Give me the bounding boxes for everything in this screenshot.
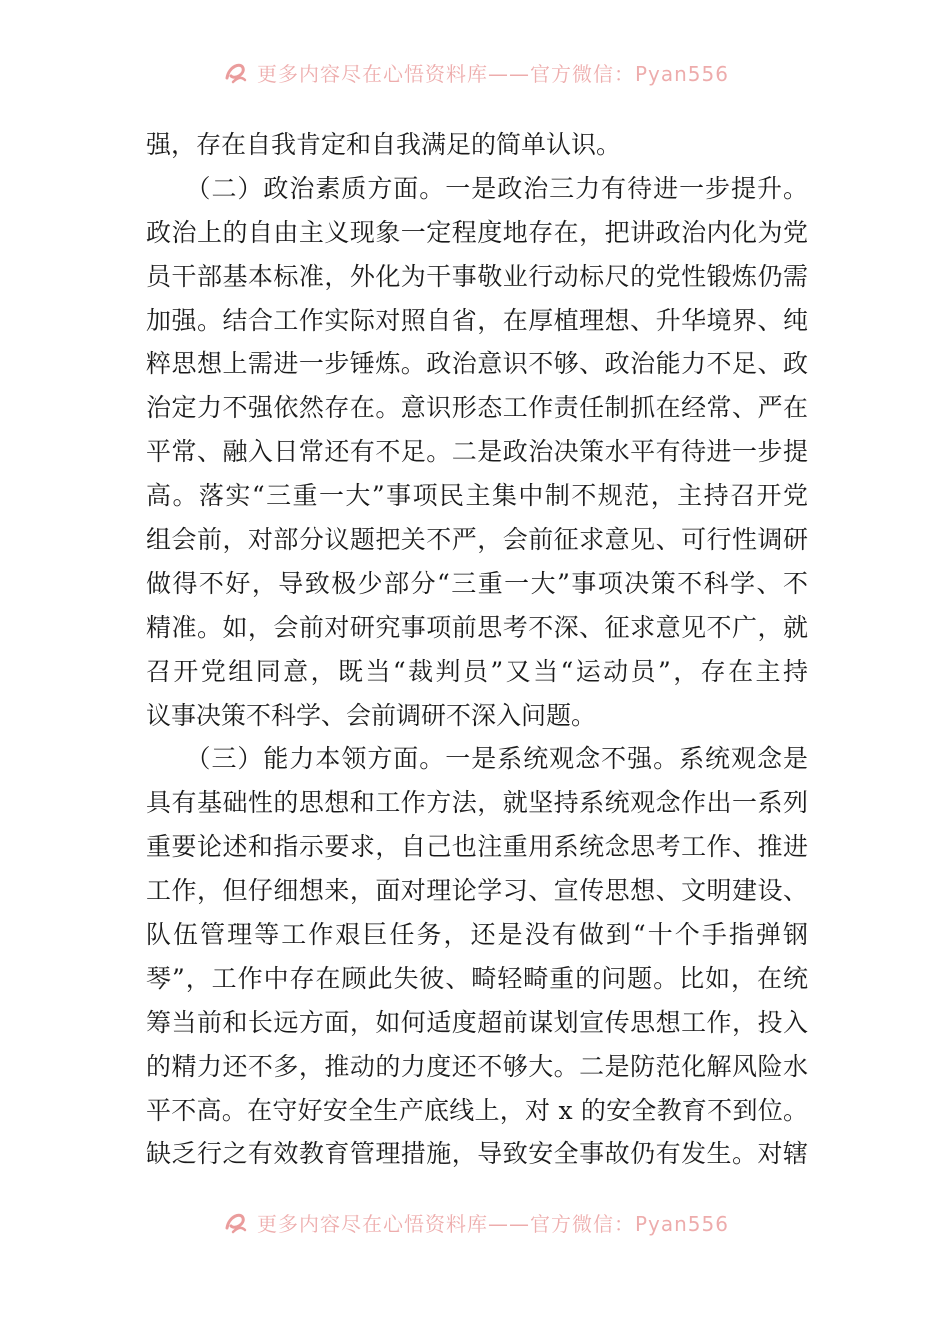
watermark-logo-icon [221, 58, 249, 86]
text-line: 召开党组同意，既当“裁判员”又当“运动员”，存在主持 [146, 656, 808, 686]
watermark-text: 更多内容尽在心悟资料库——官方微信：Pyan556 [256, 61, 729, 86]
text-line: 议事决策不科学、会前调研不深入问题。 [146, 700, 597, 730]
watermark-logo-icon [221, 1208, 249, 1236]
text-line: 做得不好，导致极少部分“三重一大”事项决策不科学、不 [146, 568, 808, 598]
text-line: 工作，但仔细想来，面对理论学习、宣传思想、文明建设、 [146, 876, 808, 906]
text-line: （二）政治素质方面。一是政治三力有待进一步提升。 [146, 173, 808, 203]
text-line: 平常、融入日常还有不足。二是政治决策水平有待进一步提 [146, 437, 808, 467]
text-line: 加强。结合工作实际对照自省，在厚植理想、升华境界、纯 [146, 305, 808, 335]
text-line: 员干部基本标准，外化为干事敬业行动标尺的党性锻炼仍需 [146, 261, 808, 291]
text-line: 重要论述和指示要求，自己也注重用系统念思考工作、推进 [146, 832, 808, 862]
text-line: 队伍管理等工作艰巨任务，还是没有做到“十个手指弹钢 [146, 920, 808, 950]
text-line: 强，存在自我肯定和自我满足的简单认识。 [146, 130, 622, 159]
watermark-text: 更多内容尽在心悟资料库——官方微信：Pyan556 [256, 1211, 729, 1236]
text-line: 筹当前和长远方面，如何适度超前谋划宣传思想工作，投入 [146, 1007, 808, 1037]
document-body [146, 123, 808, 1176]
text-line: 政治上的自由主义现象一定程度地存在，把讲政治内化为党 [146, 217, 808, 247]
footer-watermark [0, 1202, 950, 1242]
text-line: 的精力还不多，推动的力度还不够大。二是防范化解风险水 [146, 1051, 808, 1081]
text-line: 治定力不强依然存在。意识形态工作责任制抓在经常、严在 [146, 393, 808, 423]
text-line: （三）能力本领方面。一是系统观念不强。系统观念是 [146, 744, 808, 774]
text-line: 组会前，对部分议题把关不严，会前征求意见、可行性调研 [146, 525, 808, 555]
text-line: 平不高。在守好安全生产底线上，对 x 的安全教育不到位。 [146, 1095, 808, 1125]
text-line: 精准。如，会前对研究事项前思考不深、征求意见不广，就 [146, 612, 808, 642]
text-line: 具有基础性的思想和工作方法，就坚持系统观念作出一系列 [146, 788, 808, 818]
text-line: 粹思想上需进一步锤炼。政治意识不够、政治能力不足、政 [146, 349, 808, 379]
text-line: 缺乏行之有效教育管理措施，导致安全事故仍有发生。对辖 [146, 1139, 808, 1169]
text-line: 琴”，工作中存在顾此失彼、畸轻畸重的问题。比如，在统 [146, 963, 808, 993]
text-line: 高。落实“三重一大”事项民主集中制不规范，主持召开党 [146, 481, 808, 511]
header-watermark [0, 52, 950, 92]
